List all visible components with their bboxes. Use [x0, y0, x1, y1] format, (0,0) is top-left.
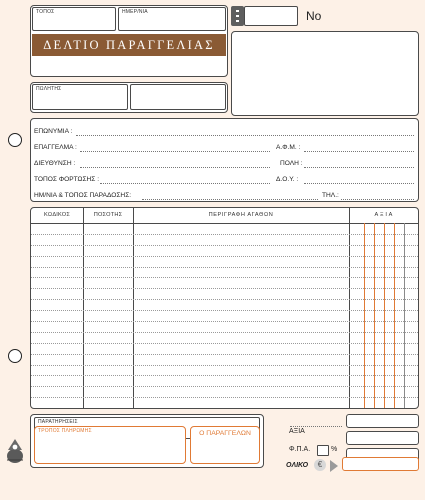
totals-top-box[interactable] [346, 414, 419, 428]
customer-loading-label: ΤΟΠΟΣ ΦΟΡΤΩΣΗΣ : [34, 176, 100, 183]
column-header-code: ΚΩΔΙΚΟΣ [44, 212, 70, 218]
customer-profession-line[interactable] [80, 151, 270, 152]
orderer-signature-field[interactable] [190, 426, 260, 464]
table-row [31, 277, 418, 278]
copy-tab-icon [231, 6, 244, 26]
currency-badge [314, 459, 326, 471]
seller-code-field[interactable] [130, 84, 226, 110]
currency-symbol: € [317, 460, 323, 469]
vat-percent-sign: % [331, 446, 338, 453]
issuer-details-box[interactable] [231, 31, 419, 116]
customer-delivery-label: ΗΜ/ΝΙΑ & ΤΟΠΟΣ ΠΑΡΑΔΟΣΗΣ: [34, 192, 132, 199]
date-field[interactable] [118, 7, 226, 31]
number-label: No [306, 9, 322, 23]
customer-delivery-line[interactable] [142, 199, 318, 200]
items-table [30, 207, 419, 409]
customer-profession-label: ΕΠΑΓΓΕΛΜΑ : [34, 144, 77, 151]
table-row [31, 332, 418, 333]
date-label: ΗΜΕΡ/ΝΙΑ [122, 9, 148, 15]
copy-tab-field[interactable] [244, 6, 298, 26]
value-field[interactable] [346, 431, 419, 445]
customer-phone-line[interactable] [341, 199, 414, 200]
table-row [31, 321, 418, 322]
binding-hole-top [8, 133, 22, 147]
page-title: ΔΕΛΤΙΟ ΠΑΡΑΓΓΕΛΙΑΣ [43, 38, 215, 52]
items-rows[interactable] [31, 223, 418, 408]
customer-afm-label: Α.Φ.Μ. : [276, 144, 301, 151]
binding-hole-bottom [8, 349, 22, 363]
table-row [31, 375, 418, 376]
column-header-description: ΠΕΡΙΓΡΑΦΗ ΑΓΑΘΩΝ [208, 212, 274, 218]
table-row [31, 310, 418, 311]
remarks-label: ΠΑΡΑΤΗΡΗΣΕΙΣ [38, 419, 78, 425]
customer-panel [30, 118, 419, 202]
table-row [31, 354, 418, 355]
column-header-value: Α Ξ Ι Α [374, 212, 393, 218]
seller-field[interactable] [32, 84, 128, 110]
table-row [31, 343, 418, 344]
title-band [32, 34, 226, 56]
total-field[interactable] [342, 457, 419, 471]
payment-method-field[interactable] [34, 426, 186, 464]
customer-loading-line[interactable] [100, 183, 270, 184]
place-label: ΤΟΠΟΣ [36, 9, 55, 15]
bird-logo-icon [4, 436, 26, 466]
table-row [31, 386, 418, 387]
orderer-label: Ο ΠΑΡΑΓΓΕΛΩΝ [199, 430, 251, 437]
customer-city-line[interactable] [304, 167, 414, 168]
vat-rate-field[interactable] [317, 445, 329, 456]
vat-label: Φ.Π.Α. [289, 446, 311, 453]
table-row [31, 288, 418, 289]
table-row [31, 267, 418, 268]
table-row [31, 245, 418, 246]
total-label: ΟΛΙΚΟ [286, 462, 309, 469]
place-field[interactable] [32, 7, 116, 31]
customer-name-line[interactable] [76, 135, 414, 136]
value-label: ΑΞΙΑ [289, 428, 305, 435]
customer-doy-line[interactable] [304, 183, 414, 184]
customer-name-label: ΕΠΩΝΥΜΙΑ : [34, 128, 73, 135]
table-row [31, 397, 418, 398]
customer-address-label: ΔΙΕΥΘΥΝΣΗ : [34, 160, 76, 167]
table-row [31, 234, 418, 235]
customer-afm-line[interactable] [304, 151, 414, 152]
table-row [31, 365, 418, 366]
table-row [31, 256, 418, 257]
column-header-quantity: ΠΟΣΟΤΗΣ [93, 212, 123, 218]
payment-method-label: ΤΡΟΠΟΣ ΠΛΗΡΩΜΗΣ [38, 428, 92, 434]
table-row [31, 299, 418, 300]
customer-city-label: ΠΟΛΗ : [280, 160, 303, 167]
customer-phone-label: ΤΗΛ.: [322, 192, 339, 199]
arrow-right-icon [329, 459, 339, 471]
totals-top-line [290, 426, 342, 427]
customer-doy-label: Δ.Ο.Υ. : [276, 176, 299, 183]
customer-address-line[interactable] [80, 167, 270, 168]
seller-label: ΠΩΛΗΤΗΣ [36, 86, 62, 92]
